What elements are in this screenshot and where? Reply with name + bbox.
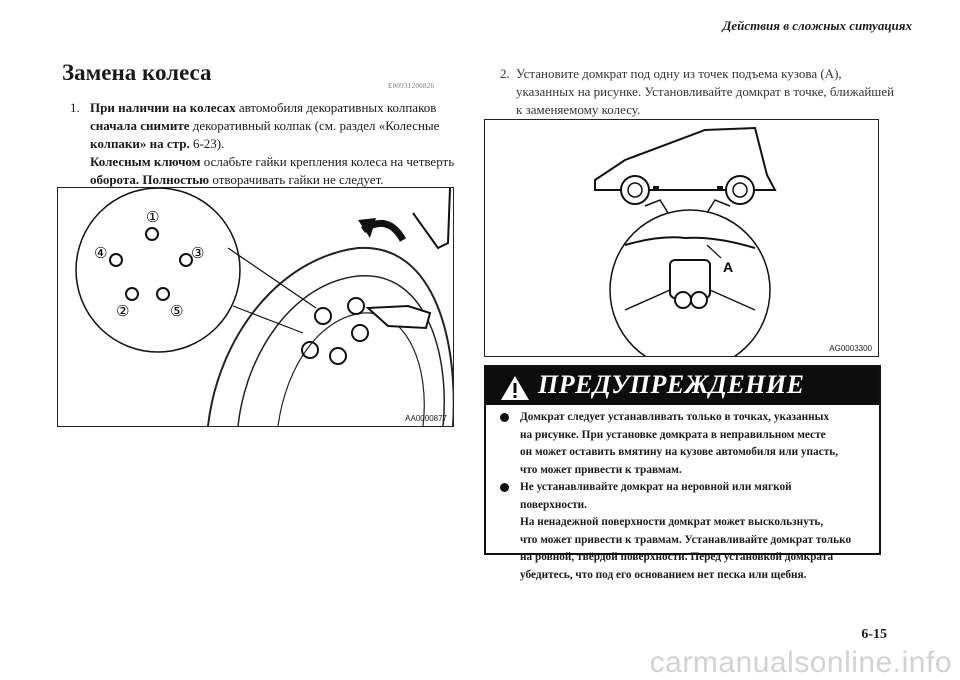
hand-icon	[368, 306, 430, 328]
warning-item: Не устанавливайте домкрат на неровной или мягкой поверхности. На ненадежной поверхности домкрат может выскользнуть, что может привести к травмам. Устанавливайте домкрат только на ровной, твёрдой поверхности. Перед установкой домкрата убедитесь, что под его основанием нет песка или щебня.	[498, 479, 869, 584]
nut-label-5: ⑤	[170, 302, 184, 320]
bullet-icon	[500, 413, 509, 422]
page-title: Замена колеса	[62, 60, 212, 85]
warning-header	[486, 367, 879, 405]
nut-label-1: ①	[146, 208, 160, 226]
nut-label-3: ③	[191, 244, 205, 262]
bullet-icon	[500, 483, 509, 492]
watermark: carmanualsonline.info	[649, 646, 952, 679]
figure-code: AG0003300	[829, 344, 872, 353]
warning-triangle-icon	[500, 375, 530, 401]
jack-point-label: A	[723, 259, 734, 275]
jack-point-figure	[484, 119, 879, 357]
step-2	[500, 65, 900, 119]
figure-code: AA0000877	[405, 414, 447, 423]
warning-title: ПРЕДУПРЕЖДЕНИЕ	[538, 370, 805, 399]
step-1-text: При наличии на колесах автомобиля декоративных колпаков сначала снимите декоративный колпак (см. раздел «Колесные колпаки» на стр. 6-23). Колесным ключом ослабьте гайки крепления колеса на четверть оборота. Полностью отворачивать гайки не следует.	[90, 100, 455, 187]
page-number: 6-15	[861, 627, 887, 642]
warning-box	[484, 365, 881, 581]
wheel-nut-figure	[57, 187, 454, 427]
lug-nut-icon	[302, 298, 368, 364]
document-code: E00931200826	[388, 82, 435, 90]
step-2-text: Установите домкрат под одну из точек подъема кузова (A), указанных на рисунке. Установливайте домкрат в точке, ближайшей к заменяемому колесу.	[516, 66, 895, 117]
wheel-illustration	[58, 188, 453, 426]
car-jack-illustration	[485, 120, 878, 356]
jack-icon	[670, 260, 710, 298]
section-header: Действия в сложных ситуациях	[722, 18, 912, 33]
step-1-number: 1.	[70, 100, 80, 115]
warning-item: Домкрат следует устанавливать только в точках, указанных на рисунке. При установке домкрата в неправильном месте он может оставить вмятину на кузове автомобиля или упасть, что может привести к травмам.	[498, 409, 869, 479]
step-1	[72, 99, 467, 189]
nut-label-2: ②	[116, 302, 130, 320]
nut-label-4: ④	[94, 244, 108, 262]
step-2-number: 2.	[500, 66, 510, 81]
